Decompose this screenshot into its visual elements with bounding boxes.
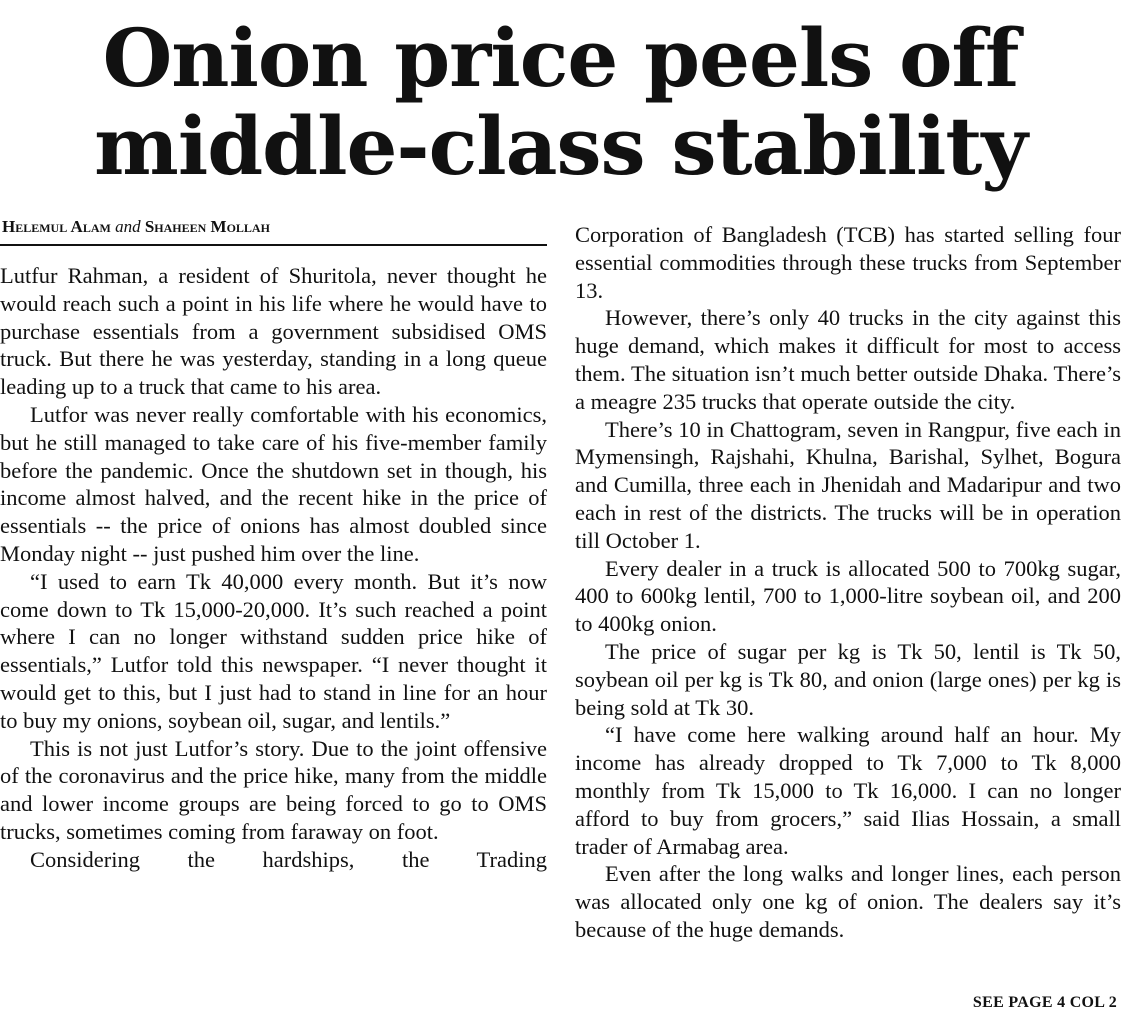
paragraph-continued: Considering the hardships, the Trading	[30, 846, 547, 872]
byline-author-1: Helemul Alam	[2, 217, 111, 236]
article-column-left	[0, 262, 547, 874]
byline-author-2: Shaheen Mollah	[144, 217, 270, 236]
paragraph: Lutfor was never really comfortable with his economics, but he still managed to take care of his five-member family before the pandemic. Once the shutdown set in though, his income almost halved, and the recent hike in the price of essentials -- the price of onions has almost doubled since Monday night -- just pushed him over the line.	[0, 401, 547, 566]
paragraph-continuation: Corporation of Bangladesh (TCB) has started selling four essential commodities through these trucks from September 13.	[575, 222, 1121, 303]
byline-conjunction: and	[115, 217, 141, 236]
paragraph: “I used to earn Tk 40,000 every month. But it’s now come down to Tk 15,000-20,000. It’s such reached a point where I can no longer withstand sudden price hike of essentials,” Lutfor told this newspaper. “I never thought it would get to this, but I just had to stand in line for an hour to buy my onions, soybean oil, sugar, and lentils.”	[0, 568, 547, 733]
paragraph: This is not just Lutfor’s story. Due to the joint offensive of the coronavirus and the price hike, many from the middle and lower income groups are being forced to go to OMS trucks, sometimes coming from faraway on foot.	[0, 735, 547, 844]
headline	[0, 11, 1121, 193]
byline-divider	[0, 244, 547, 246]
paragraph: “I have come here walking around half an hour. My income has already dropped to Tk 7,000 to Tk 8,000 monthly from Tk 15,000 to Tk 16,000. I can no longer afford to buy from grocers,” said Ilias Hossain, a small trader of Armabag area.	[575, 722, 1121, 859]
paragraph: Lutfur Rahman, a resident of Shuritola, never thought he would reach such a point in his life where he would have to purchase essentials from a government subsidised OMS truck. But there he was yesterday, standing in a long queue leading up to a truck that came to his area.	[0, 263, 547, 400]
headline-line-1: Onion price peels off	[102, 11, 1019, 105]
paragraph: The price of sugar per kg is Tk 50, lentil is Tk 50, soybean oil per kg is Tk 80, and onion (large ones) per kg is being sold at Tk 30.	[575, 638, 1121, 720]
paragraph: However, there’s only 40 trucks in the city against this huge demand, which makes it difficult for most to access them. The situation isn’t much better outside Dhaka. There’s a meagre 235 trucks that operate outside the city.	[575, 305, 1121, 414]
paragraph: Every dealer in a truck is allocated 500 to 700kg sugar, 400 to 600kg lentil, 700 to 1,000-litre soybean oil, and 200 to 400kg onion.	[575, 555, 1121, 637]
headline-line-2: middle-class stability	[94, 99, 1027, 193]
byline	[2, 216, 546, 238]
paragraph: There’s 10 in Chattogram, seven in Rangpur, five each in Mymensingh, Rajshahi, Khulna, Barishal, Sylhet, Bogura and Cumilla, three each in Jhenidah and Madaripur and two each in rest of the districts. The trucks will be in operation till October 1.	[575, 416, 1121, 553]
continued-on-page-note: SEE PAGE 4 COL 2	[972, 994, 1117, 1011]
article-column-right	[575, 221, 1121, 944]
paragraph: Even after the long walks and longer lines, each person was allocated only one kg of onion. The dealers say it’s because of the huge demands.	[575, 861, 1121, 942]
